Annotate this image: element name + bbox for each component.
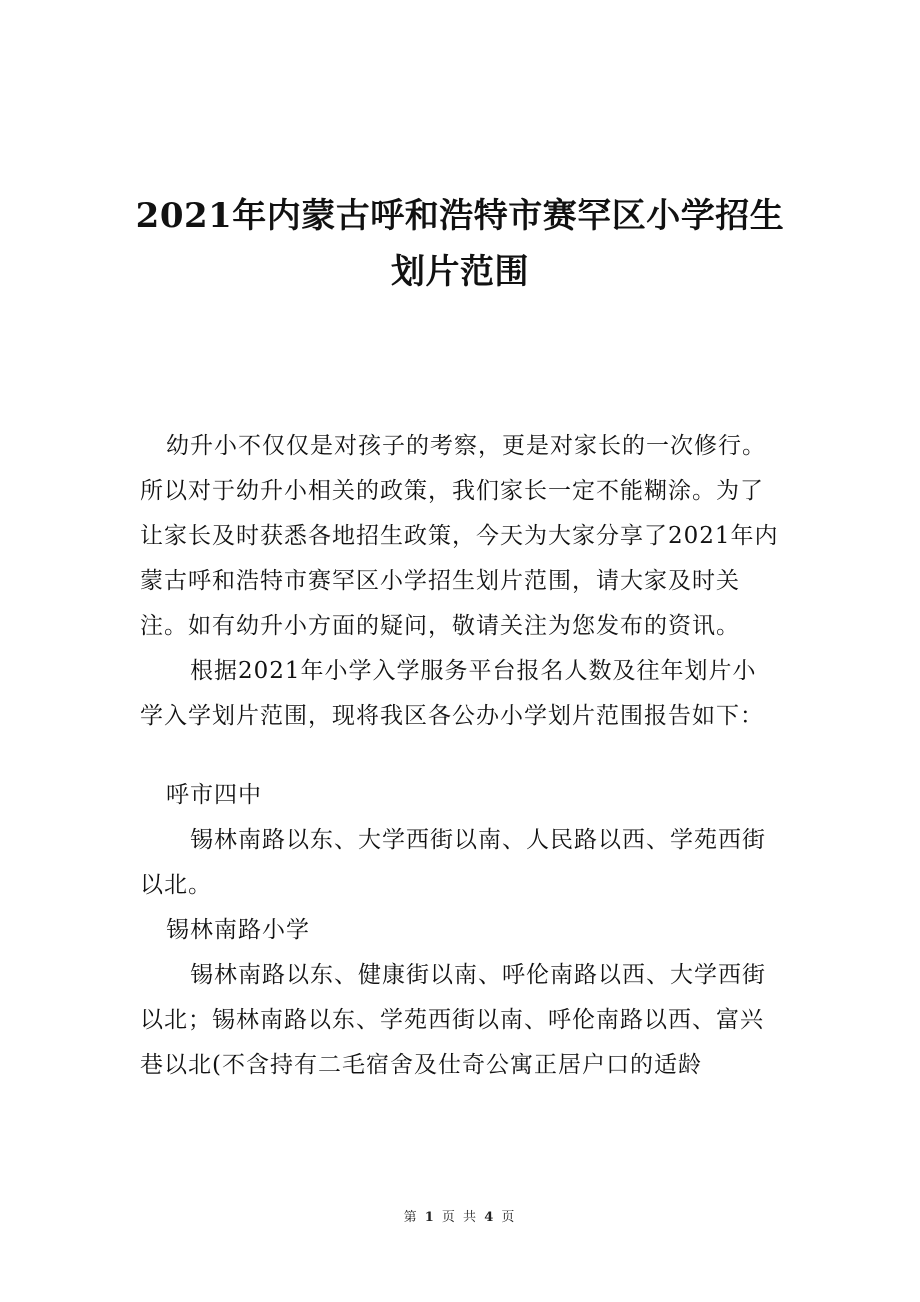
document-body: [140, 424, 780, 1088]
basis-paragraph: 根据2021年小学入学服务平台报名人数及往年划片小学入学划片范围，现将我区各公办小学划片范围报告如下：: [140, 658, 764, 729]
school-name: 锡林南路小学: [166, 917, 310, 943]
title-line-1: 2021年内蒙古呼和浩特市赛罕区小学招生: [135, 196, 785, 236]
school-name: 呼市四中: [166, 782, 262, 808]
footer-suffix: 页: [501, 1210, 517, 1225]
section-gap: [140, 739, 780, 773]
footer-middle: 页 共: [441, 1210, 479, 1225]
page-footer: [0, 1206, 920, 1225]
footer-total-pages: 4: [484, 1210, 496, 1225]
school-scope: 锡林南路以东、大学西街以南、人民路以西、学苑西街以北。: [140, 827, 766, 898]
intro-paragraph: 幼升小不仅仅是对孩子的考察，更是对家长的一次修行。所以对于幼升小相关的政策，我们家长一定不能糊涂。为了让家长及时获悉各地招生政策，今天为大家分享了2021年内蒙古呼和浩特市赛罕区小学招生划片范围，请大家及时关注。如有幼升小方面的疑问，敬请关注为您发布的资讯。: [140, 433, 779, 639]
footer-prefix: 第: [403, 1210, 419, 1225]
title-line-2: 划片范围: [391, 252, 529, 292]
document-title: [120, 188, 800, 300]
school-scope: 锡林南路以东、健康街以南、呼伦南路以西、大学西街以北；锡林南路以东、学苑西街以南、呼伦南路以西、富兴巷以北(不含持有二毛宿舍及仕奇公寓正居户口的适龄: [140, 962, 766, 1078]
footer-current-page: 1: [424, 1210, 436, 1225]
